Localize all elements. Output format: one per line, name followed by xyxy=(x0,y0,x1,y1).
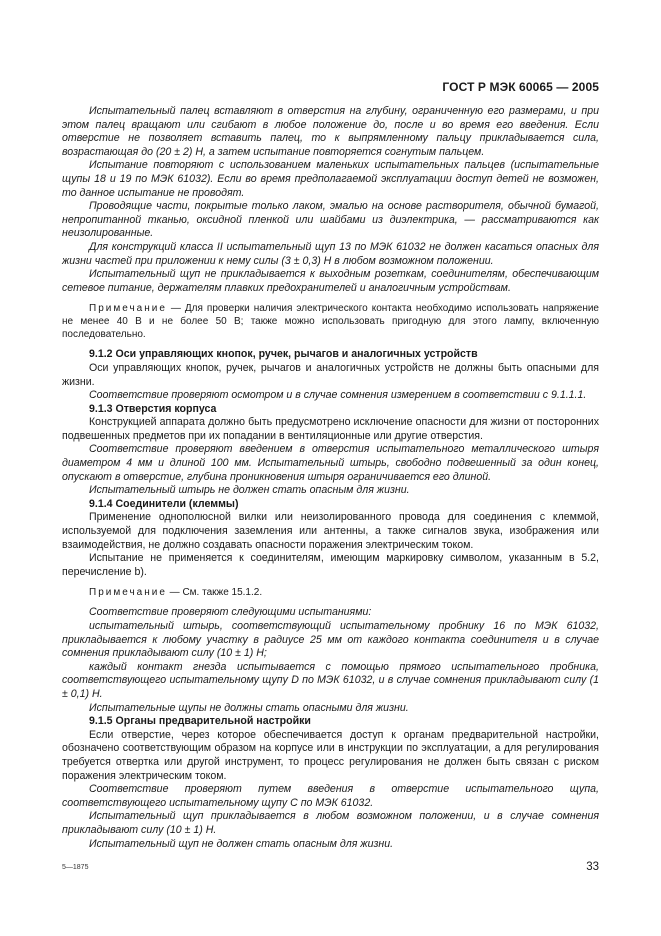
standard-header: ГОСТ Р МЭК 60065 — 2005 xyxy=(442,80,599,94)
paragraph: Соответствие проверяют осмотром и в случае сомнения измерением в соответствии с 9.1.1.1. xyxy=(89,389,587,402)
paragraph: Применение однополюсной вилки или неизолированного провода для соединения с клеммой, используемой для подключения заземления или антенны, а также сигналов звука, изображения или взаимодействия, не должно создавать опасности поражения электрическим током. xyxy=(62,511,599,551)
paragraph: Соответствие проверяют следующими испытаниями: xyxy=(89,606,372,619)
paragraph: Проводящие части, покрытые только лаком, эмалью на основе растворителя, обычной бумагой, непропитанной тканью, оксидной пленкой или шайбами из диэлектрика, — рассматриваются как неизолированные. xyxy=(62,200,599,240)
paragraph: Для конструкций класса II испытательный щуп 13 по МЭК 61032 не должен касаться опасных для жизни частей при приложении к нему силы (3 ± 0,3) Н в любом возможном положении. xyxy=(62,240,599,267)
paragraph: Оси управляющих кнопок, ручек, рычагов и аналогичных устройств не должны быть опасными для жизни. xyxy=(62,361,599,388)
paragraph: Испытательный штырь не должен стать опасным для жизни. xyxy=(89,484,410,497)
paragraph: Конструкцией аппарата должно быть предусмотрено исключение опасности для жизни от посторонних подвешенных предметов при их попадании в вентиляционные или другие отверстия. xyxy=(62,416,599,442)
paragraph: Соответствие проверяют введением в отверстия испытательного металлического штыря диаметром 4 мм и длиной 100 мм. Испытательный штырь, свободно подвешенный за один конец, опускают в отверстие, глубина проникновения штыря ограничивается его длиной. xyxy=(62,443,599,483)
paragraph: Испытание не применяется к соединителям, имеющим маркировку символом, указанным в 5.2, перечисление b). xyxy=(62,552,599,578)
note xyxy=(62,586,599,599)
paragraph: каждый контакт гнезда испытывается с помощью прямого испытательного пробника, соответствующего испытательному щупу D по МЭК 61032, и в случае сомнения прикладывают силу (1 ± 0,1) Н. xyxy=(62,660,599,700)
section-heading: 9.1.3 Отверстия корпуса xyxy=(89,402,217,415)
section-heading: 9.1.2 Оси управляющих кнопок, ручек, рычагов и аналогичных устройств xyxy=(89,348,478,361)
note-label: Примечание xyxy=(89,587,167,599)
paragraph: Соответствие проверяют путем введения в отверстие испытательного щупа, соответствующего испытательному щупу С по МЭК 61032. xyxy=(62,783,599,809)
paragraph: Испытательный палец вставляют в отверстия на глубину, ограниченную его размерами, и при этом палец вращают или сгибают в любое положение до, после и во время его введения. Если отверстие не позволяет вставить палец, то к выпрямленному пальцу прикладывается сила, возрастающая до (20 ± 2) Н, а затем испытание повторяется согнутым пальцем. xyxy=(62,105,599,158)
page-number: 33 xyxy=(586,861,599,873)
note-text: — Для проверки наличия электрического контакта необходимо использовать напряжение не менее 40 В и не более 50 В; также можно использовать пригодную для этого лампу, включенную последовательно. xyxy=(62,303,599,341)
note xyxy=(62,302,599,341)
note-text: — См. также 15.1.2. xyxy=(166,587,263,599)
section-heading: 9.1.5 Органы предварительной настройки xyxy=(89,715,311,728)
print-code: 5—1875 xyxy=(62,864,89,871)
paragraph: Испытательный щуп прикладывается в любом возможном положении, и в случае сомнения прикладывают силу (10 ± 1) Н. xyxy=(62,810,599,836)
note-label: Примечание xyxy=(89,303,167,315)
paragraph: Испытательные щупы не должны стать опасными для жизни. xyxy=(89,701,409,714)
page-body xyxy=(62,105,599,851)
paragraph: Если отверстие, через которое обеспечивается доступ к органам предварительной настройки, обозначено соответствующим образом на корпусе или в инструкции по эксплуатации, а для регулирования требуется отвертка или другой инструмент, то процесс регулирования не должен быть связан с риском поражения электрическим током. xyxy=(62,728,599,782)
paragraph: испытательный штырь, соответствующий испытательному пробнику 16 по МЭК 61032, прикладывается к любому участку в радиусе 25 мм от каждого контакта соединителя и в случае сомнения прикладывают силу (10 ± 1) Н; xyxy=(62,620,599,660)
paragraph: Испытательный щуп не прикладывается к выходным розеткам, соединителям, обеспечивающим сетевое питание, держателям плавких предохранителей и аналогичным устройствам. xyxy=(62,268,599,294)
section-heading: 9.1.4 Соединители (клеммы) xyxy=(89,497,239,510)
paragraph: Испытание повторяют с использованием маленьких испытательных пальцев (испытательные щупы 18 и 19 по МЭК 61032). Если во время предполагаемой эксплуатации доступ детей не возможен, то данное испытание не проводят. xyxy=(62,159,599,199)
paragraph: Испытательный щуп не должен стать опасным для жизни. xyxy=(89,837,394,850)
